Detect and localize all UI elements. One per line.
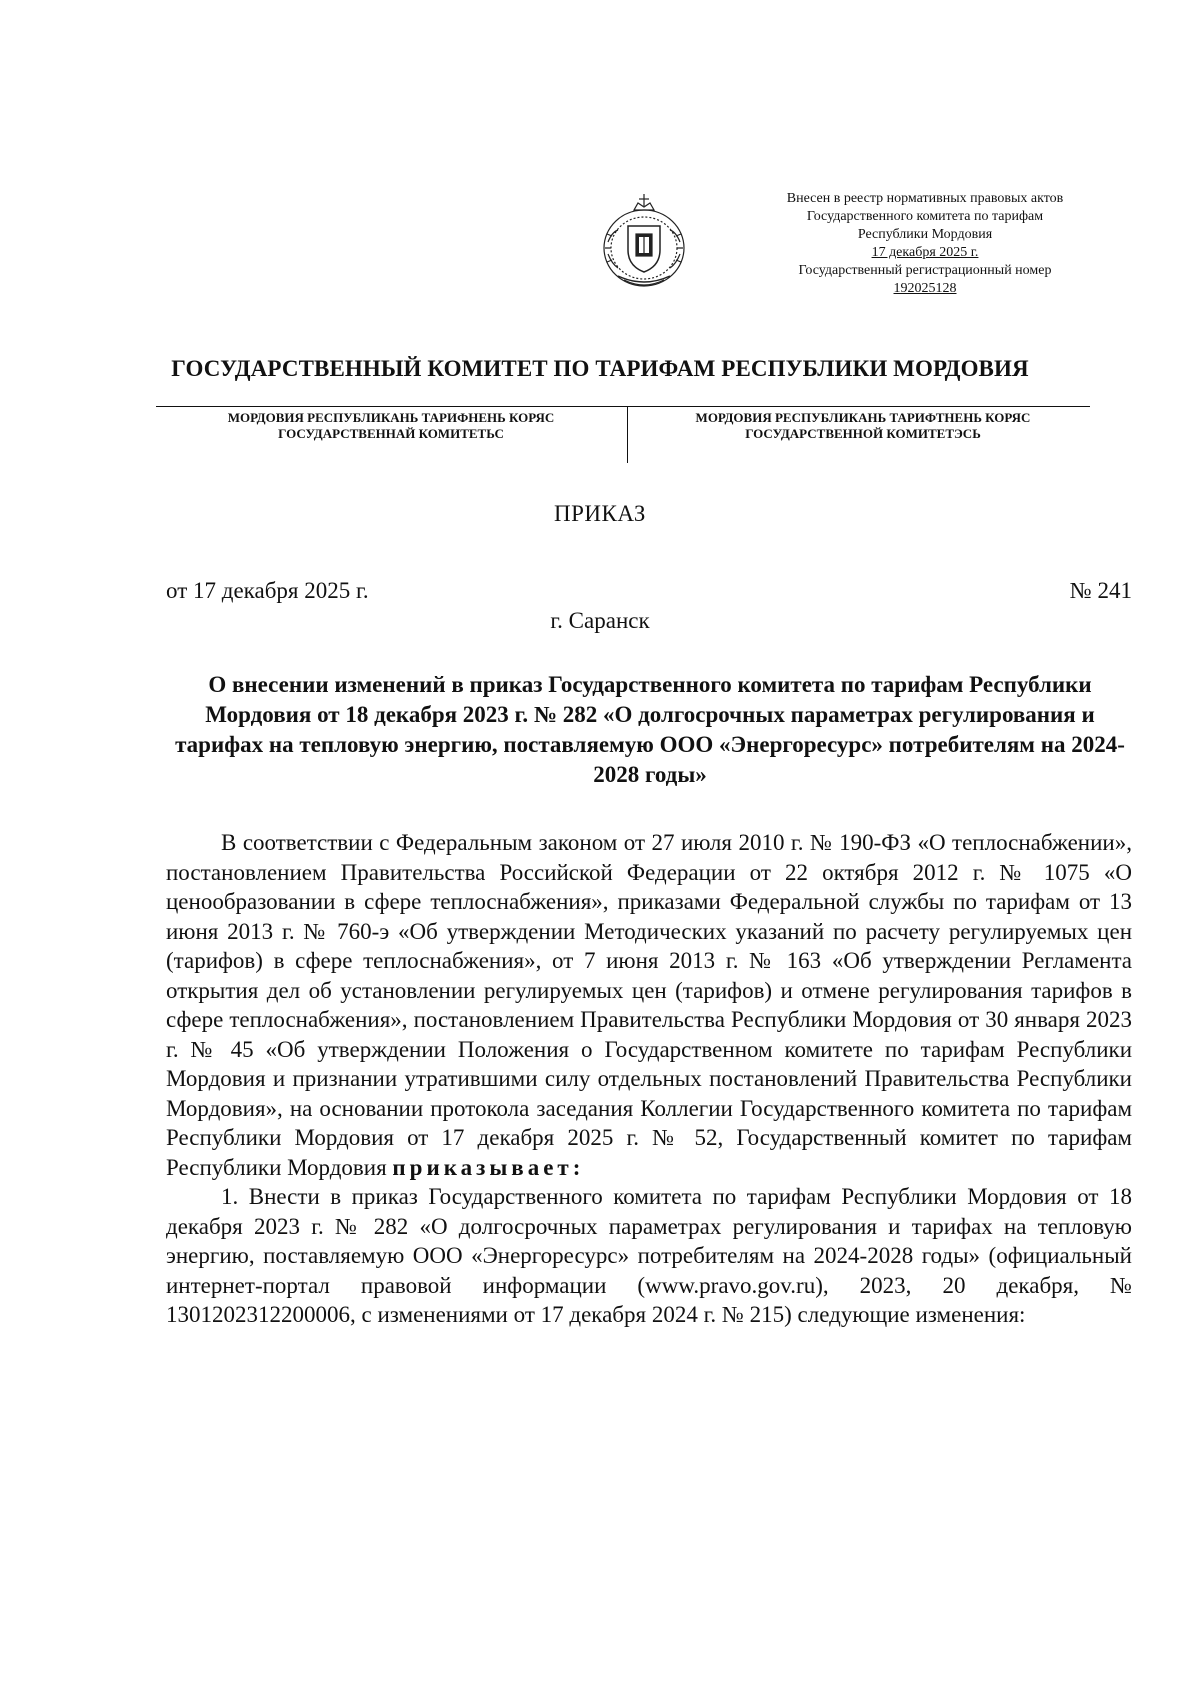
agency-name-erzya [632,410,1094,442]
registry-line1: Внесен в реестр нормативных правовых актов [786,191,1064,206]
registry-line5: Государственный регистрационный номер [798,263,1052,278]
item-1-paragraph: 1. Внести в приказ Государственного комитета по тарифам Республики Мордовия от 18 декабря 2023 г. № 282 «О долгосрочных параметрах регулирования и тарифах на тепловую энергию, поставляемую ООО «Энергоресурс» потребителям на 2024-2028 годы» (официальный интернет-портал правовой информации (www.pravo.gov.ru), 2023, 20 декабря, № 1301202312200006, с изменениями от 17 декабря 2024 г. № 215) следующие изменения: [166,1184,1132,1327]
agency-name-moksha [160,410,622,442]
header-column-divider [627,407,628,463]
registry-note [730,190,1120,298]
header-divider [156,406,1090,407]
document-type: ПРИКАЗ [554,501,646,526]
preamble-text: В соответствии с Федеральным законом от 27 июля 2010 г. № 190-ФЗ «О теплоснабжении», постановлением Правительства Российской Федерации от 22 октября 2012 г. № 1075 «О ценообразовании в сфере теплоснабжения», приказами Федеральной службы по тарифам от 13 июня 2013 г. № 760-э «Об утверждении Методических указаний по расчету регулируемых цен (тарифов) в сфере теплоснабжения», от 7 июня 2013 г. № 163 «Об утверждении Регламента открытия дел об установлении регулируемых цен (тарифов) и отмене регулирования тарифов в сфере теплоснабжения», постановлением Правительства Республики Мордовия от 30 января 2023 г. № 45 «Об утверждении Положения о Государственном комитете по тарифам Республики Мордовия и признании утратившими силу отдельных постановлений Правительства Республики Мордовия», на основании протокола заседания Коллегии Государственного комитета по тарифам Республики Мордовия от 17 декабря 2025 г. № 52, Государственный комитет по тарифам Республики Мордовия [166,830,1132,1180]
preamble-paragraph [166,828,1132,1182]
agency-title: ГОСУДАРСТВЕННЫЙ КОМИТЕТ ПО ТАРИФАМ РЕСПУБЛИКИ МОРДОВИЯ [171,356,1029,381]
document-body [166,828,1132,1330]
coat-of-arms-icon [598,192,690,292]
agency-name-moksha-line2: ГОСУДАРСТВЕННАЙ КОМИТЕТЬС [278,426,504,441]
agency-name-moksha-line1: МОРДОВИЯ РЕСПУБЛИКАНЬ ТАРИФНЕНЬ КОРЯС [227,410,555,425]
registry-date: 17 декабря 2025 г. [871,245,979,260]
agency-name-erzya-line2: ГОСУДАРСТВЕННОЙ КОМИТЕТЭСЬ [745,426,981,441]
registry-number: 192025128 [893,281,957,296]
document-date: от 17 декабря 2025 г. [166,578,369,603]
document-subject: О внесении изменений в приказ Государственного комитета по тарифам Республики Мордовия от 18 декабря 2023 г. № 282 «О долгосрочных параметрах регулирования и тарифах на тепловую энергию, поставляемую ООО «Энергоресурс» потребителям на 2024-2028 годы» [175,672,1125,787]
registry-line2: Государственного комитета по тарифам [806,209,1044,224]
registry-line3: Республики Мордовия [857,227,993,242]
agency-name-erzya-line1: МОРДОВИЯ РЕСПУБЛИКАНЬ ТАРИФТНЕНЬ КОРЯС [695,410,1031,425]
orders-keyword: приказывает: [392,1154,585,1180]
document-number: № 241 [1069,578,1132,603]
document-city: г. Саранск [550,608,650,633]
